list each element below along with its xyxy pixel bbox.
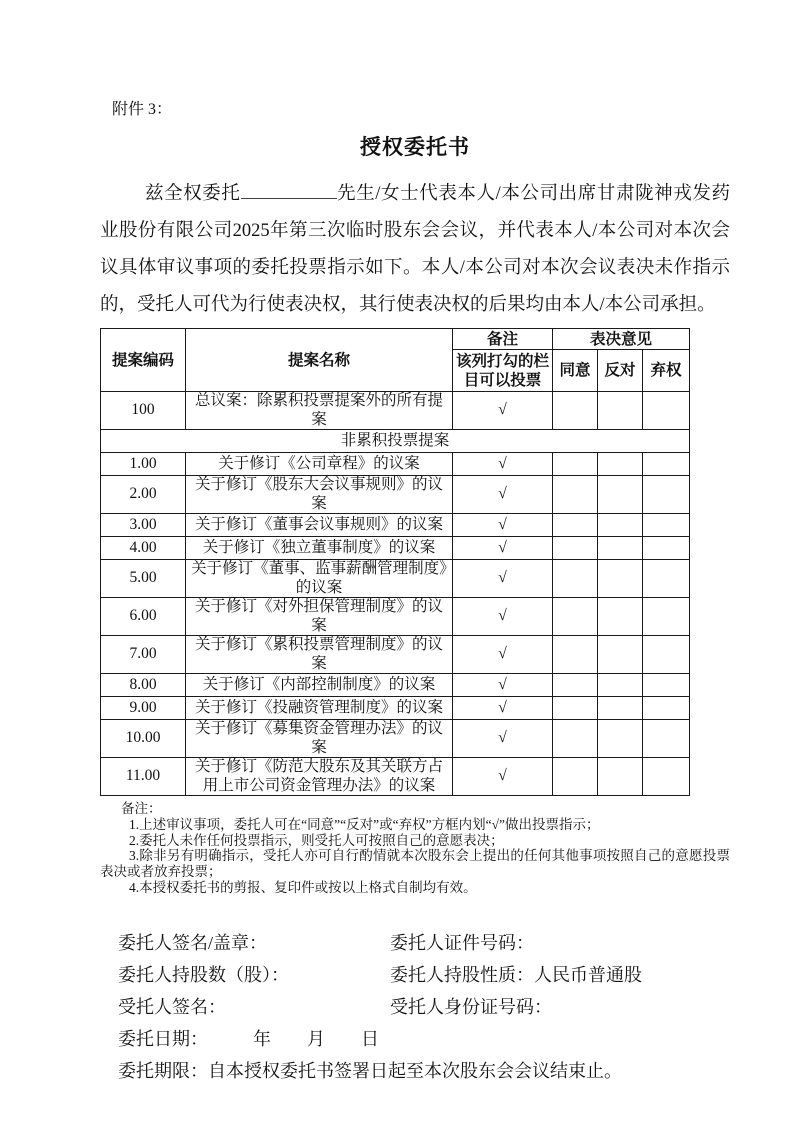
cell-code: 7.00: [101, 636, 186, 674]
cell-agree: [553, 476, 598, 514]
header-agree: 同意: [553, 350, 598, 392]
cell-remark-check: √: [453, 476, 553, 514]
cell-name: 关于修订《股东大会议事规则》的议案: [186, 476, 453, 514]
table-row: [101, 674, 690, 697]
cell-against: [598, 758, 643, 796]
cell-abstain: [643, 537, 690, 560]
cell-abstain: [643, 560, 690, 598]
signature-row: [118, 958, 730, 990]
cell-agree: [553, 697, 598, 720]
validity-line: 委托期限：自本授权委托书签署日起至本次股东会会议结束止。: [118, 1060, 622, 1081]
cell-against: [598, 560, 643, 598]
cell-abstain: [643, 697, 690, 720]
cell-name: 关于修订《募集资金管理办法》的议案: [186, 720, 453, 758]
page-title: 授权委托书: [360, 135, 470, 159]
header-remark-sub: 该列打勾的栏目可以投票: [453, 350, 553, 392]
cell-agree: [553, 674, 598, 697]
cell-code: 5.00: [101, 560, 186, 598]
voting-table: [100, 328, 690, 796]
cell-remark-check: √: [453, 697, 553, 720]
cell-agree: [553, 392, 598, 430]
cell-name: 关于修订《董事会议事规则》的议案: [186, 514, 453, 537]
cell-code: 9.00: [101, 697, 186, 720]
cell-remark-check: √: [453, 758, 553, 796]
note-item: 1.上述审议事项，委托人可在“同意”“反对”或“弃权”方框内划“√”做出投票指示；: [129, 816, 600, 832]
agent-sign-label: 受托人签名：: [118, 996, 226, 1017]
table-row: [101, 537, 690, 560]
cell-name: 关于修订《对外担保管理制度》的议案: [186, 598, 453, 636]
cell-name: 关于修订《累积投票管理制度》的议案: [186, 636, 453, 674]
cell-agree: [553, 636, 598, 674]
cell-against: [598, 598, 643, 636]
cell-abstain: [643, 720, 690, 758]
cell-agree: [553, 598, 598, 636]
principal-shares-label: 委托人持股数（股）：: [118, 964, 289, 985]
cell-code: 6.00: [101, 598, 186, 636]
cell-code: 100: [101, 392, 186, 430]
cell-code: 11.00: [101, 758, 186, 796]
table-row: [101, 560, 690, 598]
table-row: [101, 598, 690, 636]
cell-remark-check: √: [453, 598, 553, 636]
cell-abstain: [643, 636, 690, 674]
table-row: [101, 720, 690, 758]
intro-body: 先生/女士代表本人/本公司出席甘肃陇神戎发药业股份有限公司2025年第三次临时股东会会议，并代表本人/本公司对本次会议具体审议事项的委托投票指示如下。本人/本公司对本次会议表决未作指示的，受托人可代为行使表决权，其行使表决权的后果均由本人/本公司承担。: [100, 184, 730, 315]
cell-code: 1.00: [101, 453, 186, 476]
cell-agree: [553, 720, 598, 758]
cell-agree: [553, 758, 598, 796]
signature-row: [118, 926, 730, 958]
cell-code: 10.00: [101, 720, 186, 758]
cell-abstain: [643, 392, 690, 430]
cell-code: 2.00: [101, 476, 186, 514]
cell-remark-check: √: [453, 674, 553, 697]
cell-remark-check: √: [453, 392, 553, 430]
cell-name: 关于修订《防范大股东及其关联方占用上市公司资金管理办法》的议案: [186, 758, 453, 796]
principal-name-blank: [241, 193, 337, 199]
note-item: 4.本授权委托书的剪报、复印件或按以上格式自制均有效。: [129, 879, 477, 895]
cell-name: 关于修订《董事、监事薪酬管理制度》的议案: [186, 560, 453, 598]
cell-code: 4.00: [101, 537, 186, 560]
cell-agree: [553, 537, 598, 560]
attachment-label: 附件 3：: [112, 101, 173, 118]
table-row: [101, 636, 690, 674]
cell-agree: [553, 453, 598, 476]
table-row: [101, 476, 690, 514]
note-item: 2.委托人未作任何投票指示，则受托人可按照自己的意愿表决；: [129, 832, 504, 848]
cell-abstain: [643, 453, 690, 476]
cell-abstain: [643, 598, 690, 636]
cell-remark-check: √: [453, 453, 553, 476]
cell-abstain: [643, 674, 690, 697]
header-remark: 备注: [453, 329, 553, 350]
cell-code: 8.00: [101, 674, 186, 697]
cell-name: 总议案：除累积投票提案外的所有提案: [186, 392, 453, 430]
cell-name: 关于修订《公司章程》的议案: [186, 453, 453, 476]
signature-section: [118, 926, 730, 1086]
cell-against: [598, 674, 643, 697]
cell-name: 关于修订《投融资管理制度》的议案: [186, 697, 453, 720]
signature-row: [118, 1054, 730, 1086]
intro-lead: 兹全权委托: [145, 184, 241, 204]
header-against: 反对: [598, 350, 643, 392]
cell-against: [598, 514, 643, 537]
table-row: [101, 758, 690, 796]
proposal-tbody: [101, 392, 690, 796]
table-row-general: [101, 392, 690, 430]
cell-agree: [553, 560, 598, 598]
cell-abstain: [643, 514, 690, 537]
note-item: 3.除非另有明确指示，受托人亦可自行酌情就本次股东会上提出的任何其他事项按照自己的意愿投票表决或者放弃投票；: [100, 848, 730, 880]
signature-row: [118, 990, 730, 1022]
notes-label: 备注：: [121, 801, 162, 816]
cell-remark-check: √: [453, 636, 553, 674]
cell-name: 关于修订《独立董事制度》的议案: [186, 537, 453, 560]
header-proposal-code: 提案编码: [101, 329, 186, 392]
cell-code: 3.00: [101, 514, 186, 537]
section-label: 非累积投票提案: [101, 430, 690, 453]
cell-abstain: [643, 758, 690, 796]
intro-paragraph: [100, 176, 730, 324]
cell-against: [598, 453, 643, 476]
cell-against: [598, 392, 643, 430]
cell-against: [598, 720, 643, 758]
cell-against: [598, 537, 643, 560]
cell-remark-check: √: [453, 560, 553, 598]
notes-section: [100, 801, 730, 896]
header-abstain: 弃权: [643, 350, 690, 392]
cell-abstain: [643, 476, 690, 514]
table-row: [101, 453, 690, 476]
table-row: [101, 697, 690, 720]
table-row: [101, 514, 690, 537]
cell-against: [598, 697, 643, 720]
date-line: 委托日期： 年 月 日: [118, 1028, 379, 1049]
header-proposal-name: 提案名称: [186, 329, 453, 392]
cell-remark-check: √: [453, 537, 553, 560]
header-vote-opinion: 表决意见: [553, 329, 690, 350]
agent-id-label: 受托人身份证号码：: [390, 996, 552, 1017]
cell-against: [598, 476, 643, 514]
cell-agree: [553, 514, 598, 537]
cell-remark-check: √: [453, 720, 553, 758]
table-row-section: [101, 430, 690, 453]
signature-row: [118, 1022, 730, 1054]
cell-name: 关于修订《内部控制制度》的议案: [186, 674, 453, 697]
cell-against: [598, 636, 643, 674]
principal-share-type-label: 委托人持股性质：人民币普通股: [390, 964, 642, 985]
principal-id-label: 委托人证件号码：: [390, 932, 534, 953]
cell-remark-check: √: [453, 514, 553, 537]
principal-sign-label: 委托人签名/盖章：: [118, 932, 268, 953]
